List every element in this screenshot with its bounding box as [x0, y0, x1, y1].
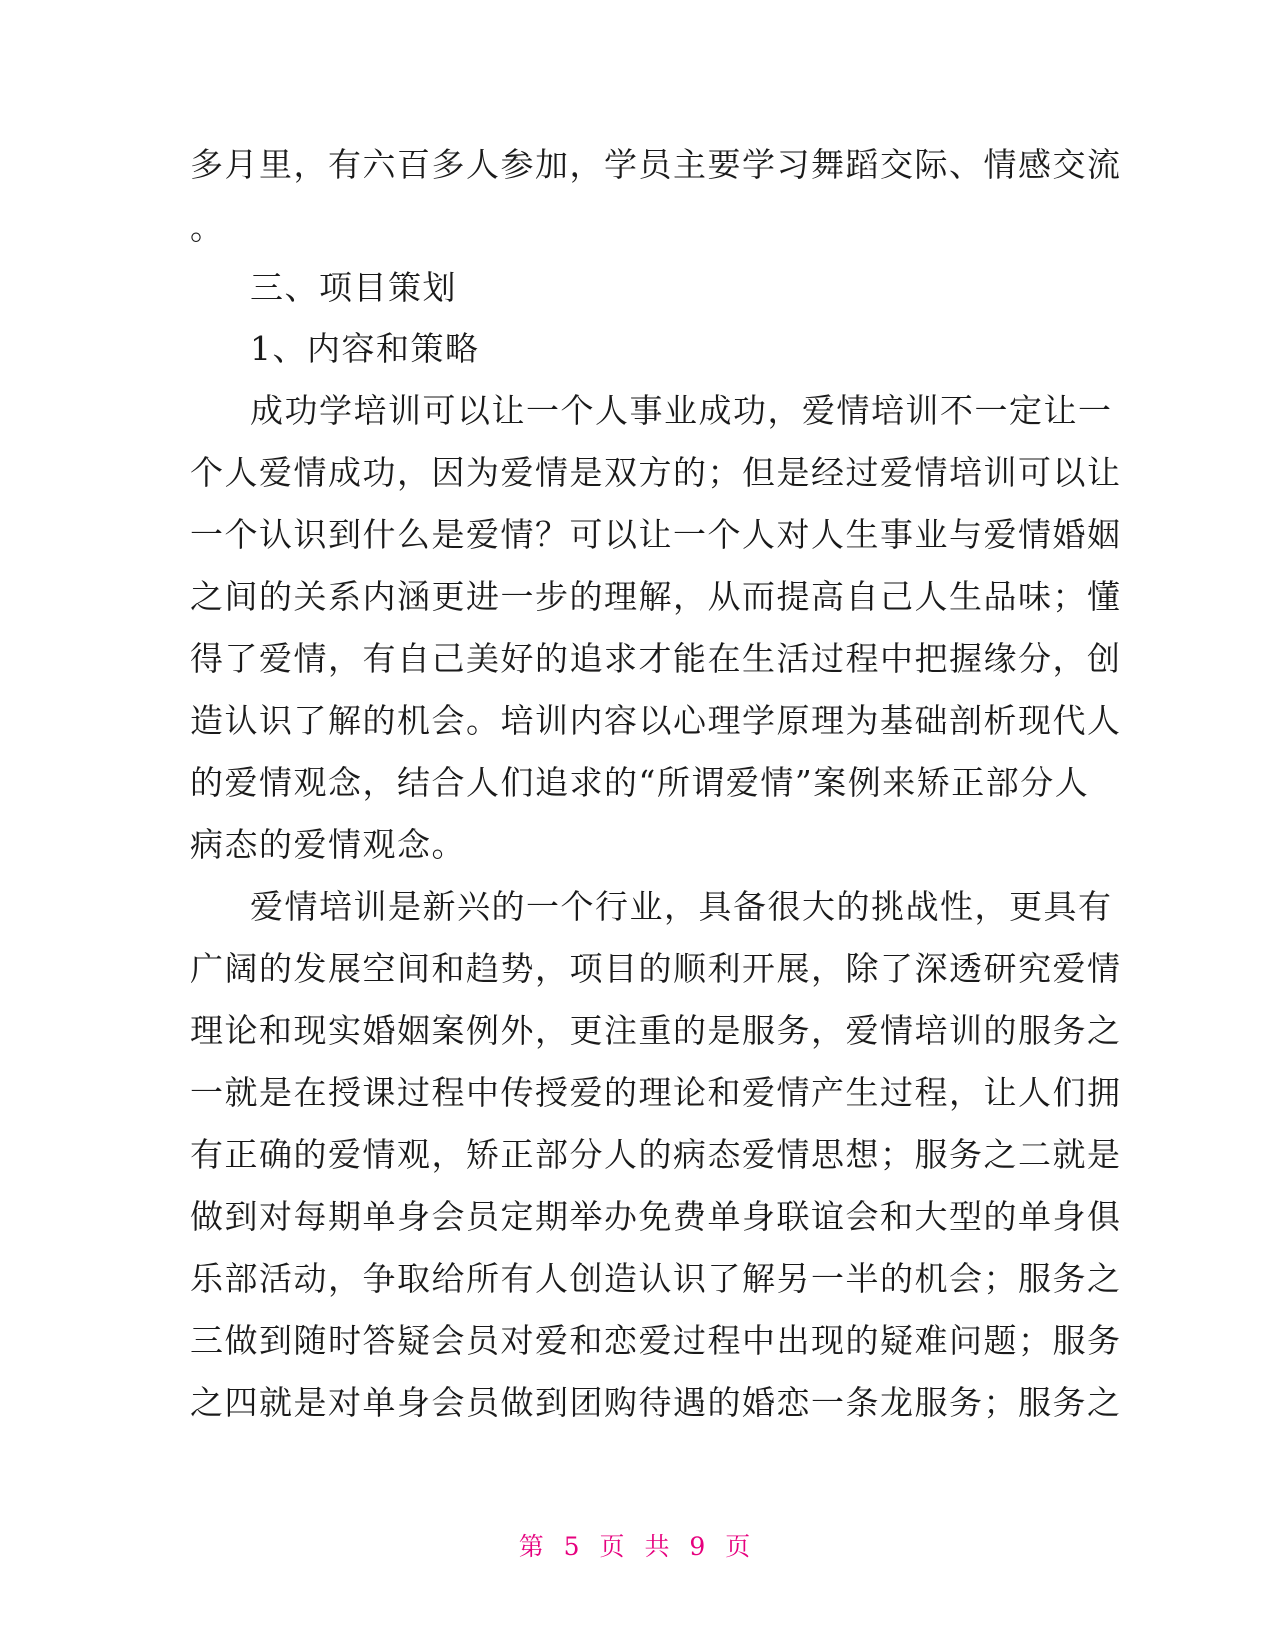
paragraph-line: 一就是在授课过程中传授爱的理论和爱情产生过程，让人们拥	[190, 1073, 1122, 1112]
paragraph-line: 病态的爱情观念。	[190, 825, 466, 864]
paragraph-line: 之间的关系内涵更进一步的理解，从而提高自己人生品味；懂	[190, 577, 1122, 616]
paragraph-line: 得了爱情，有自己美好的追求才能在生活过程中把握缘分，创	[190, 639, 1122, 678]
subsection-heading: 1、内容和策略	[250, 329, 480, 368]
section-heading: 三、项目策划	[250, 268, 457, 307]
paragraph-line: 爱情培训是新兴的一个行业，具备很大的挑战性，更具有	[250, 887, 1113, 926]
paragraph-line: 个人爱情成功，因为爱情是双方的；但是经过爱情培训可以让	[190, 453, 1122, 492]
paragraph-line: 之四就是对单身会员做到团购待遇的婚恋一条龙服务；服务之	[190, 1383, 1122, 1422]
page-number-footer: 第 5 页 共 9 页	[518, 1532, 757, 1561]
paragraph-line: 的爱情观念，结合人们追求的“所谓爱情”案例来矫正部分人	[190, 763, 1090, 802]
paragraph-line: 理论和现实婚姻案例外，更注重的是服务，爱情培训的服务之	[190, 1011, 1122, 1050]
paragraph-line: 广阔的发展空间和趋势，项目的顺利开展，除了深透研究爱情	[190, 949, 1122, 988]
paragraph-line: 做到对每期单身会员定期举办免费单身联谊会和大型的单身俱	[190, 1197, 1122, 1236]
paragraph-line: 造认识了解的机会。培训内容以心理学原理为基础剖析现代人	[190, 701, 1122, 740]
paragraph-line: 。	[190, 208, 225, 247]
paragraph-line: 有正确的爱情观，矫正部分人的病态爱情思想；服务之二就是	[190, 1135, 1122, 1174]
paragraph-line: 多月里，有六百多人参加，学员主要学习舞蹈交际、情感交流	[190, 145, 1122, 184]
paragraph-line: 一个认识到什么是爱情？可以让一个人对人生事业与爱情婚姻	[190, 515, 1122, 554]
paragraph-line: 三做到随时答疑会员对爱和恋爱过程中出现的疑难问题；服务	[190, 1321, 1122, 1360]
paragraph-line: 成功学培训可以让一个人事业成功，爱情培训不一定让一	[250, 391, 1113, 430]
paragraph-line: 乐部活动，争取给所有人创造认识了解另一半的机会；服务之	[190, 1259, 1122, 1298]
